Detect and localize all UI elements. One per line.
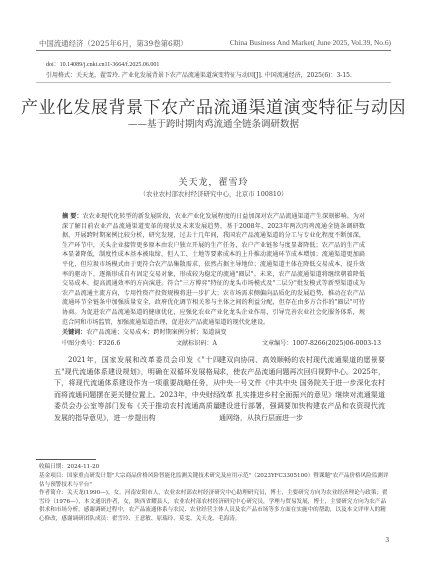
article-number: 文章编号：1007-8266(2025)06-0003-13 bbox=[262, 340, 381, 347]
body-paragraph: 2021年，国家发展和改革委员会印发《"十四五"现代流通体系建设规划》，明确在双循环发展格局下，将现代流通体系建设作为一项重要战略任务，从而将流通问题摆在更关键位置上。2023年，中央财经委员会办公室等部门发布《关于推动农村流通高质量发展的指导意见》，进一步提出构 bbox=[54, 356, 220, 422]
abstract bbox=[62, 212, 365, 327]
footnote-received: 收稿日期：2024-11-20 bbox=[39, 464, 100, 470]
abstract-label: 摘 要： bbox=[62, 213, 83, 220]
document-code: 文献标识码：A bbox=[176, 340, 217, 347]
paper-title: 产业化发展背景下农产品流通渠道演变特征与动因 bbox=[21, 98, 406, 118]
citation-format: 引用格式：关天龙，翟雪玲. 产业化发展背景下农产品流通渠道演变特征与动因[J]. 中国流通经济，2025(6)：3-15. bbox=[46, 72, 352, 79]
doi-line: doi：10.14089/j.cnki.cn11-3664/f.2025.06.001 bbox=[46, 62, 160, 68]
journal-header-en: China Business And Market( June 2025, Vol.39, No.6) bbox=[229, 38, 391, 47]
paper-subtitle: ——基于跨时期肉鸡流通全链条调研数据 bbox=[127, 119, 299, 130]
journal-header-cn: 中国流通经济（2025年6月，第39卷第6期） bbox=[39, 39, 188, 48]
footnote-rule bbox=[36, 459, 96, 460]
keywords-text: 农产品流通；交易成本；跨时期案例分析；渠道演变 bbox=[86, 329, 227, 336]
author-affiliation: （农业农村部农村经济研究中心，北京市 100810） bbox=[139, 190, 288, 198]
author-names: 关天龙，翟雪玲 bbox=[178, 178, 249, 188]
footnote-fund: 基金项目：国家重点研发计划"大宗商品价格风险智能化监测关键技术研究及应用示范"（2023YFC3305100）暨课题"农产品价格风险监测评估与预警技术与平台" bbox=[39, 473, 389, 488]
body-column-right bbox=[219, 355, 385, 425]
footnote-author-bio: 作者简介：关天龙(1990—)，女，河南安阳市人，农业农村部农村经济研究中心助理研究员，博士，主要研究方向为农业经济理论与政策；翟雪玲（1976—），本文通讯作者，女，陕西省耀县人，农业农村部农村经济研究中心研究员，学理与贸易发展，博士，主要研究方向为农产品供求和市场分析，感谢调研过程中，农产品流通体系与农民、农业经营主体人员及农产品市场等多方面在实施中的帮助，以及本文评审人的精心修改，感谢调研团队成员：翟雪玲、王意敏、原瑞玲、莫雯、关天龙、毛海涛。 bbox=[39, 490, 388, 522]
keywords bbox=[62, 328, 365, 338]
body-column-left bbox=[54, 355, 220, 425]
header-rule bbox=[36, 50, 391, 51]
page-number: 3 bbox=[385, 536, 389, 544]
clc-number: 中图分类号：F326.6 bbox=[62, 340, 121, 347]
body-paragraph: 建双向协同、高效顺畅的农村现代流通渠道的愿景要求，使农产品流通问题再次回归视野中心。2025年，中央一号文件《中共中央 国务院关于进一步深化农村改革 扎实推进乡村全面振兴的意见》继续对流通渠道建设进行部署，强调要加快构建农产品和农资现代流通网络，从执行层面进一步 bbox=[219, 356, 385, 422]
abstract-text: 农农业现代化转型的新发展阶段，农业产业化发展程度的日益加深对农产品流通渠道产生深刻影响。为对深了解目前农业产品流通渠道变革的现状及未来发展趋势，基于2008年、2023年两次肉鸡流通全链条调研数据，开展跨时期案例比较分析，研究发现，过去十几年间，我国农产品流通渠道的分工与专业化程度不断加深，生产环节中，关头企业接管更多原本由农户独立开展的生产任务，农户产业链参与度显著降低；农产品的生产成本显著降低，制度性成本基本被取缔，但人工、土地等要素成本的上升推动流通环节成本增加；流通渠道更加扁平化，但垃圾市场模式由于更符合农产品集散需求，依然占据主导地位；流通渠道主体在降低交易成本、提升效率的驱动下，逐渐形成自有固定交易对象，形成较为稳定的流通"圈层"。未来，农产品流通渠道将继续朝着降低交易成本、提高流通效率的方向演进。符合"三方博弈"特征的龙头市场模式及"二层分"批发模式等新型渠道成为农产品流通主流方向，专用性资产投资规模将进一步扩大；农市场需求侧偏向品质化的发展趋势，推动在农产品流通环节全链条中加强质量安全，政府优化调节相关参与主体之间的利益分配，但存在由多方合作的"圈层"可待协商。为促进农产品流通渠道的健康优化，应强化农业产业化龙头企业作用，引导完善农业社会化服务体系，规范合同和市场监管，加强流通渠道治理，促进农产品流通渠道的现代化建设。 bbox=[62, 213, 366, 326]
keywords-label: 关键词： bbox=[62, 329, 87, 336]
citation-rule bbox=[36, 82, 391, 83]
